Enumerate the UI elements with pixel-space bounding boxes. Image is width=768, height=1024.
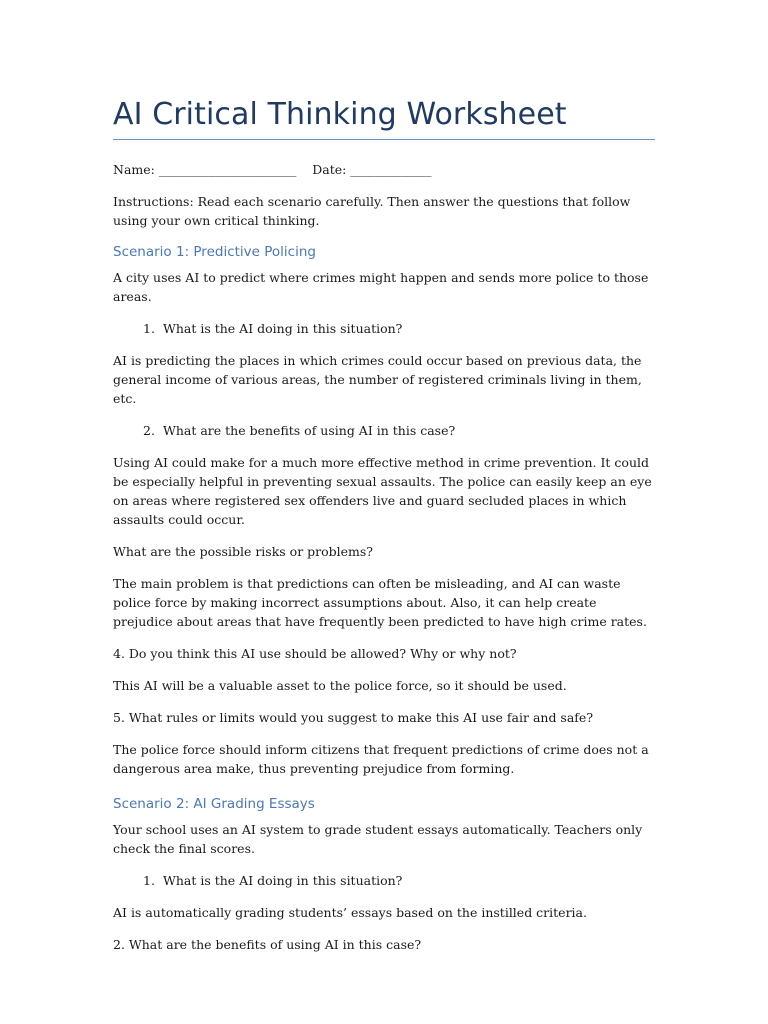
scenario-2-question-1 bbox=[113, 871, 658, 890]
scenario-1-answer-3: The main problem is that predictions can often be misleading, and AI can waste police force by making incorrect assumptions about. Also, it can help create prejudice about areas that have frequently been predicted to have high crime rates. bbox=[113, 576, 647, 629]
scenario-1-answer-4: This AI will be a valuable asset to the police force, so it should be used. bbox=[113, 678, 567, 693]
question-text: What is the AI doing in this situation? bbox=[163, 321, 403, 336]
worksheet-body bbox=[113, 160, 658, 967]
scenario-1-heading: Scenario 1: Predictive Policing bbox=[113, 244, 316, 260]
title-underline bbox=[113, 139, 655, 140]
question-text: What is the AI doing in this situation? bbox=[163, 873, 403, 888]
question-text: What are the benefits of using AI in this case? bbox=[163, 423, 456, 438]
scenario-1-answer-2: Using AI could make for a much more effective method in crime prevention. It could be especially helpful in preventing sexual assaults. The police can easily keep an eye on areas where registered sex offenders live and guard secluded places in which assaults could occur. bbox=[113, 455, 652, 527]
scenario-1-question-1 bbox=[113, 319, 658, 338]
scenario-1-answer-1: AI is predicting the places in which crimes could occur based on previous data, the general income of various areas, the number of registered criminals living in them, etc. bbox=[113, 353, 642, 406]
scenario-1-question-4: 4. Do you think this AI use should be allowed? Why or why not? bbox=[113, 646, 517, 661]
name-date-line: Name: ______________________ Date: _____________ bbox=[113, 162, 432, 177]
scenario-1-answer-5: The police force should inform citizens that frequent predictions of crime does not a dangerous area make, thus preventing prejudice from forming. bbox=[113, 742, 649, 776]
scenario-1-question-2 bbox=[113, 421, 658, 440]
page-title: AI Critical Thinking Worksheet bbox=[113, 97, 567, 132]
scenario-2-intro: Your school uses an AI system to grade student essays automatically. Teachers only check the final scores. bbox=[113, 822, 643, 856]
instructions-text: Instructions: Read each scenario carefully. Then answer the questions that follow using your own critical thinking. bbox=[113, 194, 631, 228]
scenario-2-answer-1: AI is automatically grading students’ essays based on the instilled criteria. bbox=[113, 905, 587, 920]
scenario-2-heading: Scenario 2: AI Grading Essays bbox=[113, 796, 315, 812]
scenario-1-question-5: 5. What rules or limits would you suggest to make this AI use fair and safe? bbox=[113, 710, 594, 725]
question-number: 1. bbox=[143, 873, 155, 888]
scenario-1-intro: A city uses AI to predict where crimes might happen and sends more police to those areas. bbox=[113, 270, 649, 304]
scenario-2-question-2: 2. What are the benefits of using AI in this case? bbox=[113, 937, 422, 952]
scenario-1-question-3: What are the possible risks or problems? bbox=[113, 544, 374, 559]
question-number: 2. bbox=[143, 423, 155, 438]
question-number: 1. bbox=[143, 321, 155, 336]
